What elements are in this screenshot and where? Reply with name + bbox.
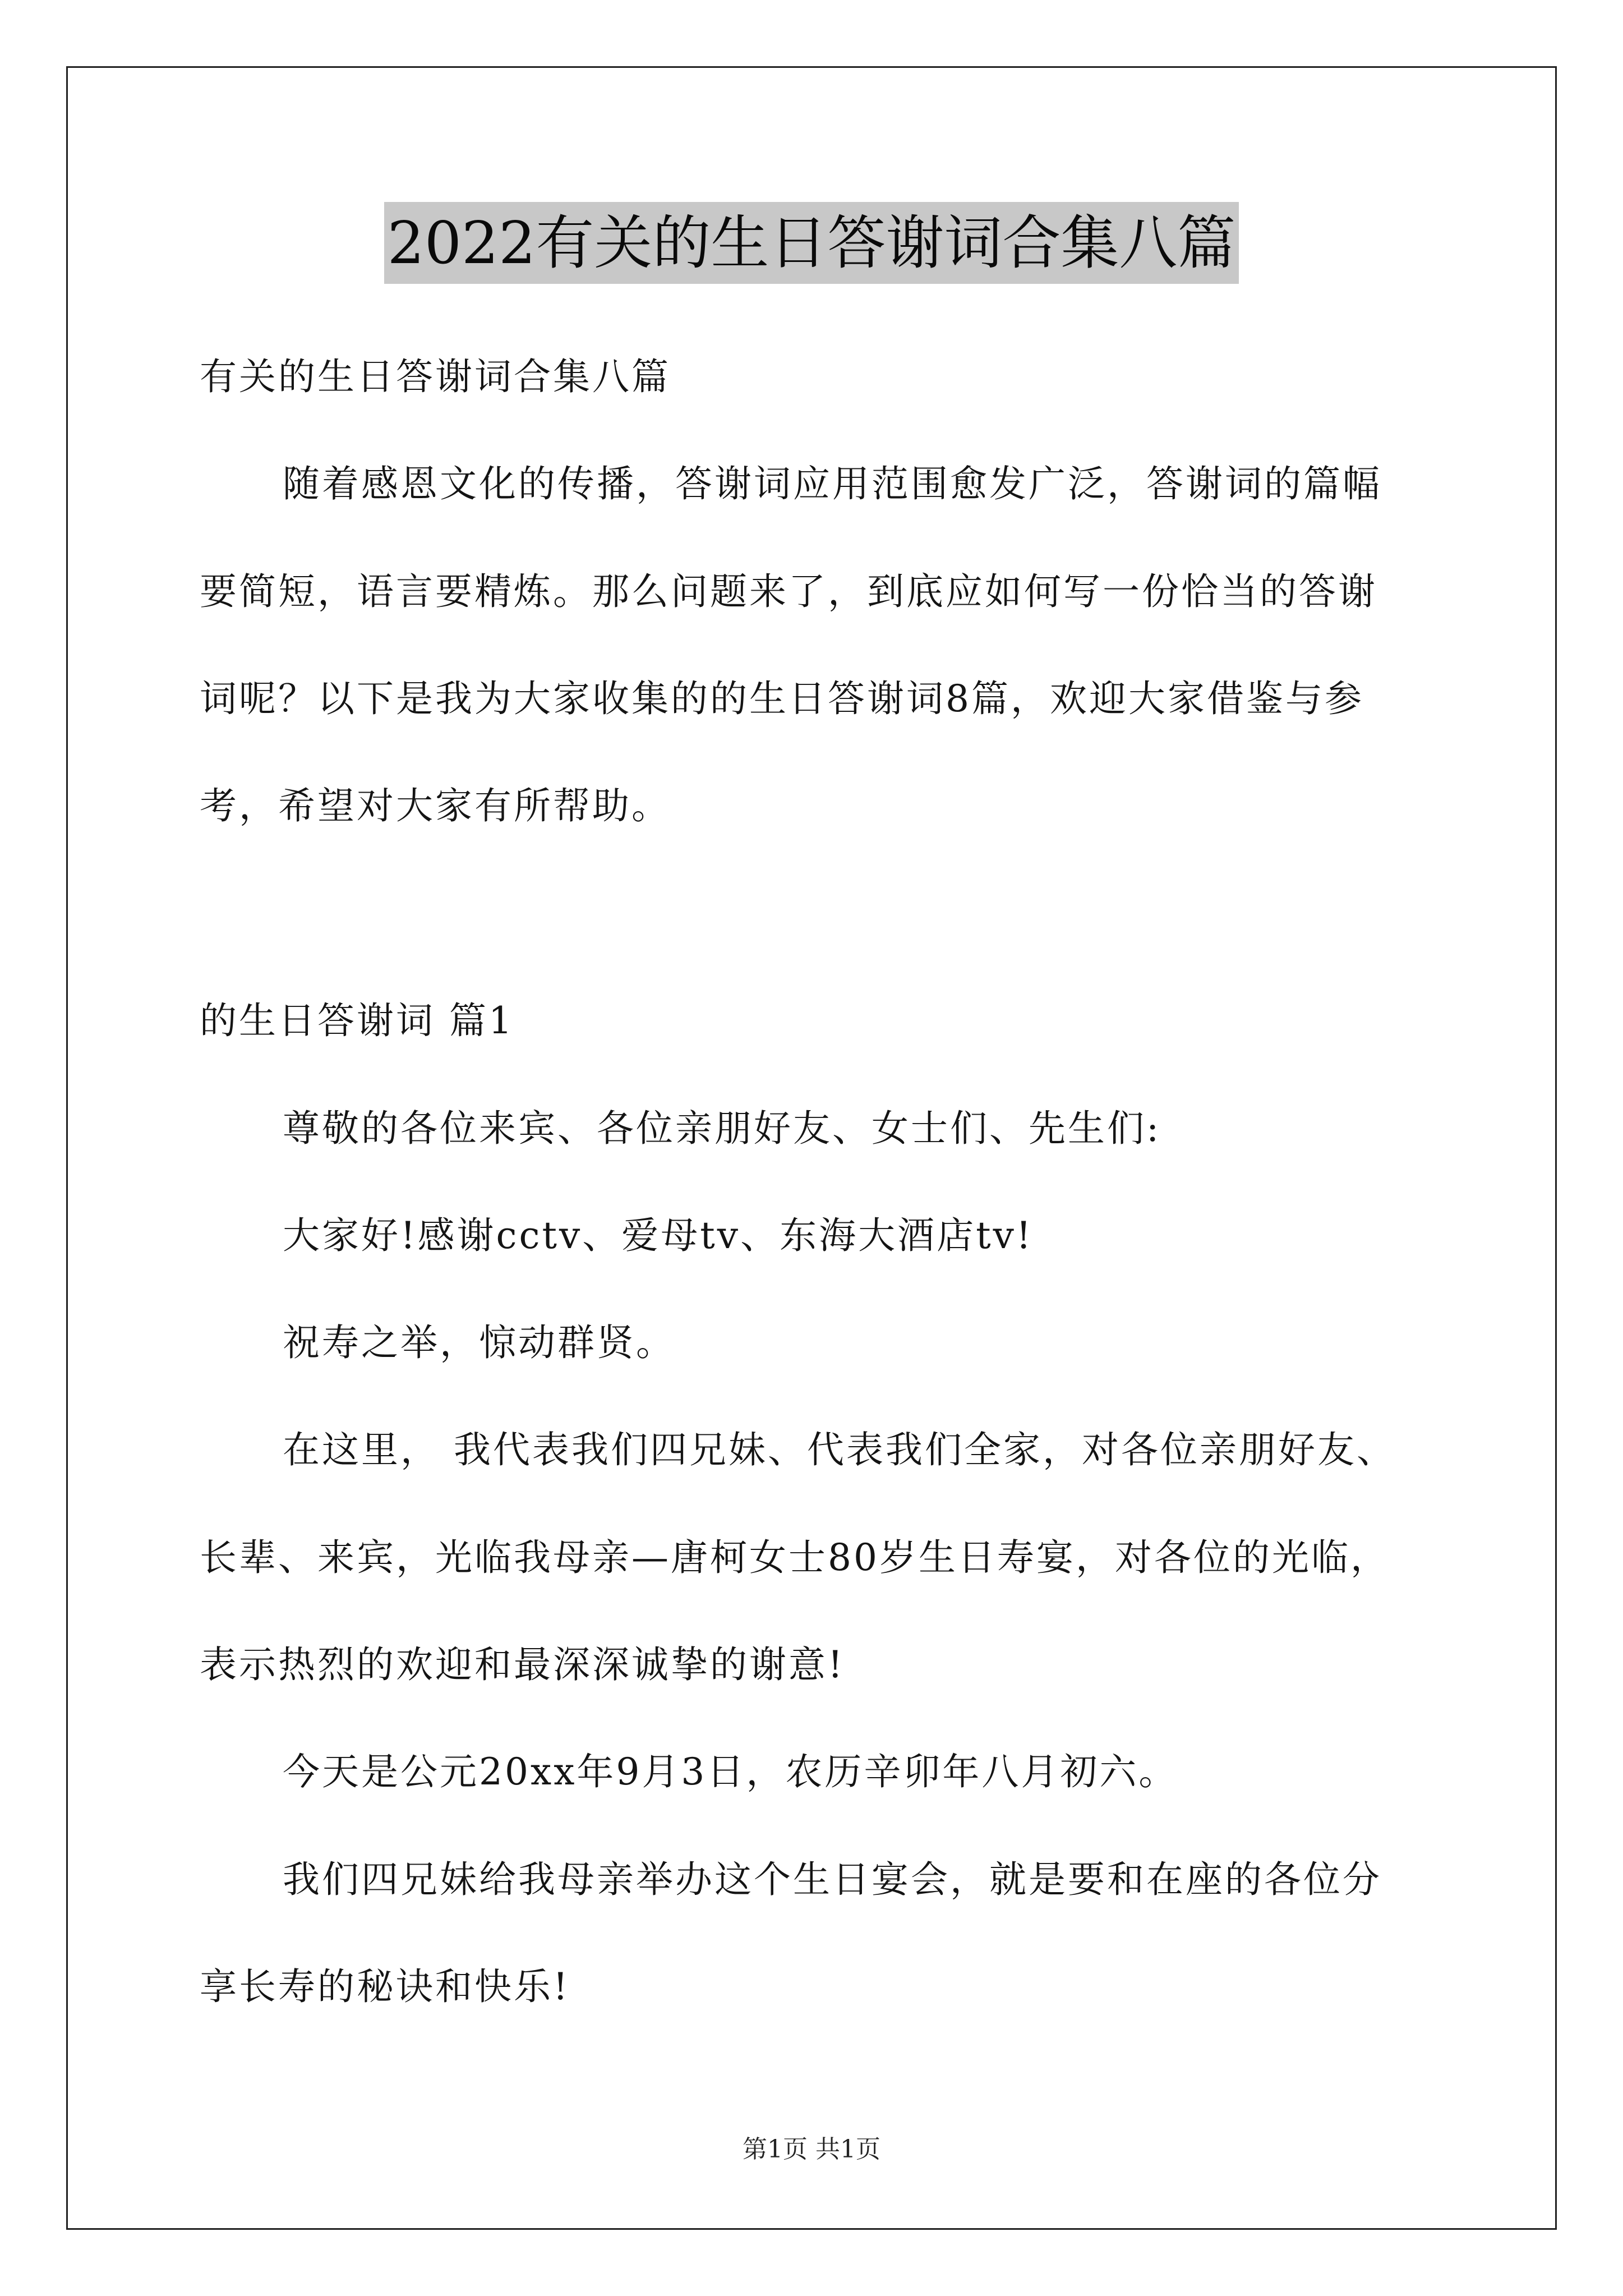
body-line-8: 我们四兄妹给我母亲举办这个生日宴会，就是要和在座的各位分 xyxy=(283,1858,1382,1901)
intro-line-3: 词呢？以下是我为大家收集的的生日答谢词8篇，欢迎大家借鉴与参 xyxy=(200,677,1364,720)
intro-line-2: 要简短，语言要精炼。那么问题来了，到底应如何写一份恰当的答谢 xyxy=(200,570,1377,613)
body-line-3: 祝寿之举，惊动群贤。 xyxy=(283,1321,675,1364)
document-title: 2022有关的生日答谢词合集八篇 xyxy=(384,202,1239,284)
page-footer: 第1页 共1页 xyxy=(743,2135,880,2164)
body-line-4: 在这里， 我代表我们四兄妹、代表我们全家，对各位亲朋好友、 xyxy=(283,1428,1396,1471)
title-container xyxy=(0,202,1623,284)
body-line-7: 今天是公元20xx年9月3日，农历辛卯年八月初六。 xyxy=(283,1750,1178,1793)
body-line-2: 大家好!感谢cctv、爱母tv、东海大酒店tv! xyxy=(283,1214,1034,1257)
body-line-5: 长辈、来宾，光临我母亲—唐柯女士80岁生日寿宴，对各位的光临， xyxy=(200,1536,1390,1579)
intro-line-4: 考，希望对大家有所帮助。 xyxy=(200,784,671,827)
section-heading: 的生日答谢词 篇1 xyxy=(200,999,514,1042)
body-line-1: 尊敬的各位来宾、各位亲朋好友、女士们、先生们: xyxy=(283,1107,1161,1150)
body-line-9: 享长寿的秘诀和快乐! xyxy=(200,1965,570,2008)
body-line-6: 表示热烈的欢迎和最深深诚挚的谢意! xyxy=(200,1643,845,1686)
document-subtitle: 有关的生日答谢词合集八篇 xyxy=(200,355,671,398)
intro-line-1: 随着感恩文化的传播，答谢词应用范围愈发广泛，答谢词的篇幅 xyxy=(283,462,1382,505)
